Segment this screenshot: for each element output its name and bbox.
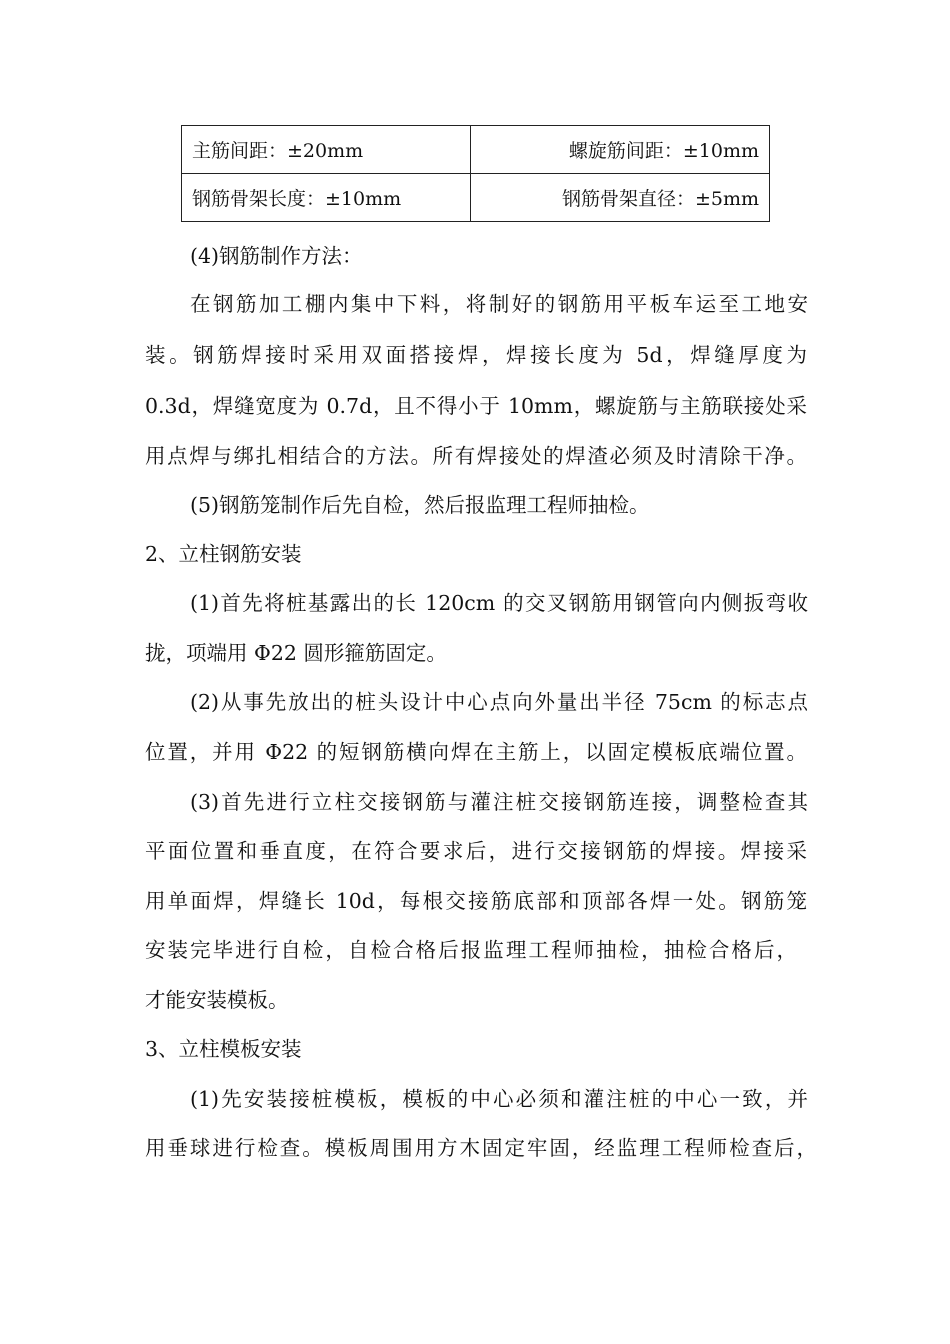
paragraph-line: 用点焊与绑扎相结合的方法。所有焊接处的焊渣必须及时清除干净。 (145, 444, 807, 468)
section-heading: 2、立柱钢筋安装 (145, 542, 302, 566)
section-heading: 3、立柱模板安装 (145, 1037, 302, 1061)
tolerance-table (181, 125, 770, 222)
paragraph-line: (1)先安装接桩模板，模板的中心必须和灌注桩的中心一致，并 (190, 1087, 808, 1111)
paragraph-line: 装。钢筋焊接时采用双面搭接焊，焊接长度为 5d，焊缝厚度为 (145, 343, 807, 367)
table-cell: 主筋间距：±20mm (182, 126, 471, 174)
paragraph-line: 平面位置和垂直度，在符合要求后，进行交接钢筋的焊接。焊接采 (145, 839, 807, 863)
paragraph-line: 才能安装模板。 (145, 988, 289, 1012)
table-row (182, 174, 770, 222)
paragraph-line: 位置，并用 Φ22 的短钢筋横向焊在主筋上，以固定模板底端位置。 (145, 740, 807, 764)
subsection-heading: (4)钢筋制作方法： (190, 244, 363, 268)
paragraph-line: (5)钢筋笼制作后先自检，然后报监理工程师抽检。 (190, 493, 650, 517)
table-cell: 螺旋筋间距：±10mm (471, 126, 770, 174)
table-cell: 钢筋骨架长度：±10mm (182, 174, 471, 222)
paragraph-line: 用单面焊，焊缝长 10d，每根交接筋底部和顶部各焊一处。钢筋笼 (145, 889, 807, 913)
paragraph-line: 在钢筋加工棚内集中下料，将制好的钢筋用平板车运至工地安 (190, 292, 808, 316)
paragraph-line: 拢，项端用 Φ22 圆形箍筋固定。 (145, 641, 447, 665)
paragraph-line: (1)首先将桩基露出的长 120cm 的交叉钢筋用钢管向内侧扳弯收 (190, 591, 808, 615)
paragraph-line: (3)首先进行立柱交接钢筋与灌注桩交接钢筋连接，调整检查其 (190, 790, 808, 814)
paragraph-line: 用垂球进行检查。模板周围用方木固定牢固，经监理工程师检查后， (145, 1136, 817, 1160)
table-row (182, 126, 770, 174)
paragraph-line: (2)从事先放出的桩头设计中心点向外量出半径 75cm 的标志点 (190, 690, 808, 714)
paragraph-line: 安装完毕进行自检，自检合格后报监理工程师抽检，抽检合格后， (145, 938, 797, 962)
paragraph-line: 0.3d，焊缝宽度为 0.7d，且不得小于 10mm，螺旋筋与主筋联接处采 (145, 394, 807, 418)
table-cell: 钢筋骨架直径：±5mm (471, 174, 770, 222)
